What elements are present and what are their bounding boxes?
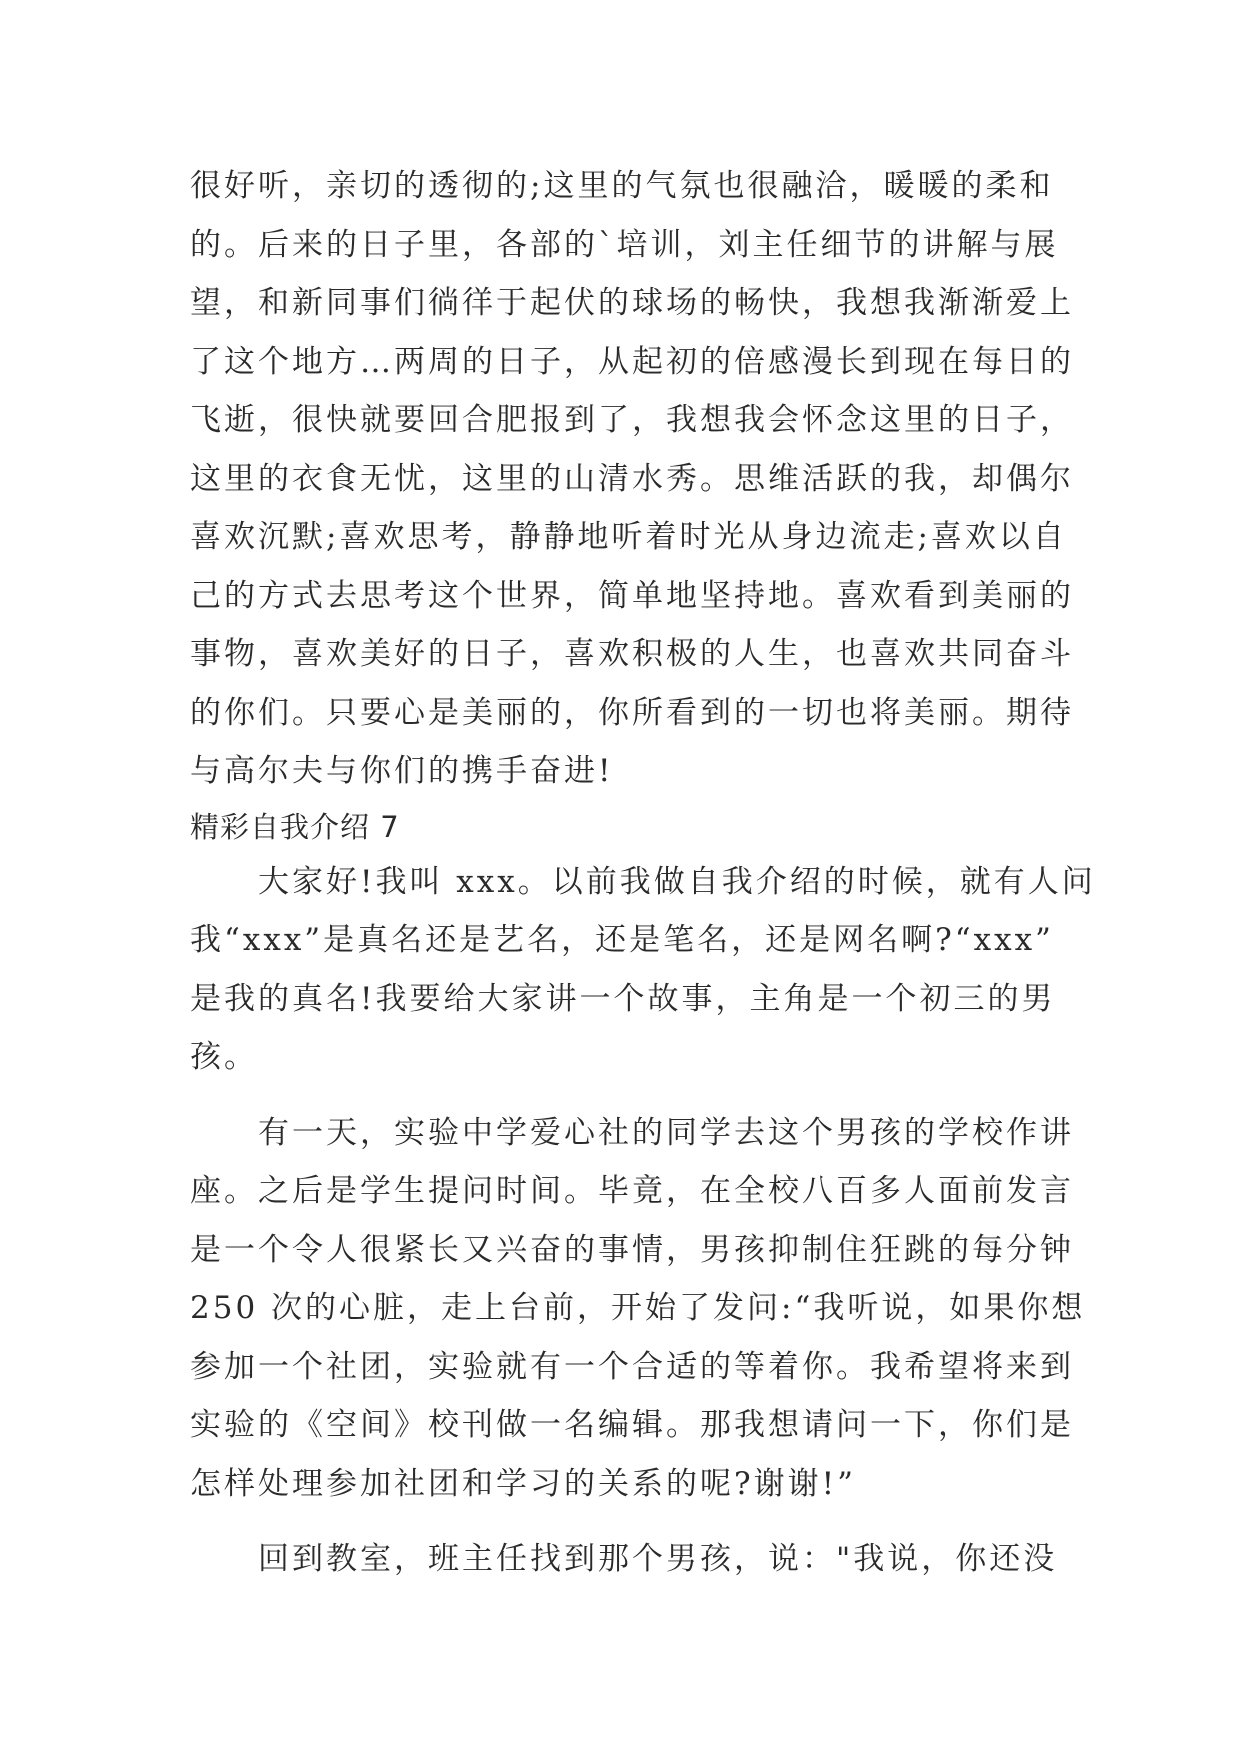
text-line: 参加一个社团，实验就有一个合适的等着你。我希望将来到	[190, 1348, 1074, 1385]
document-body	[190, 157, 1096, 1589]
text-line: 喜欢沉默;喜欢思考，静静地听着时光从身边流走;喜欢以自	[190, 519, 1067, 555]
paragraph-2	[190, 1104, 1086, 1514]
text-line: 大家好!我叫 xxx。以前我做自我介绍的时候，就有人问	[258, 863, 1096, 900]
text-line: 我“xxx”是真名还是艺名，还是笔名，还是网名啊?“xxx”	[190, 922, 1054, 958]
paragraph-1	[190, 853, 1096, 1087]
text-line: 与高尔夫与你们的携手奋进!	[190, 753, 614, 789]
text-line: 怎样处理参加社团和学习的关系的呢?谢谢!”	[190, 1465, 856, 1502]
text-line: 飞逝，很快就要回合肥报到了，我想我会怀念这里的日子，	[190, 402, 1074, 438]
text-line: 的。后来的日子里，各部的`培训，刘主任细节的讲解与展	[190, 226, 1059, 263]
text-line: 孩。	[190, 1039, 258, 1075]
text-line: 实验的《空间》校刊做一名编辑。那我想请问一下，你们是	[190, 1407, 1074, 1443]
paragraph-spacer	[190, 1513, 1050, 1530]
text-line: 事物，喜欢美好的日子，喜欢积极的人生，也喜欢共同奋斗	[190, 636, 1074, 672]
text-line: 是我的真名!我要给大家讲一个故事，主角是一个初三的男	[190, 980, 1056, 1017]
text-line: 这里的衣食无忧，这里的山清水秀。思维活跃的我，却偶尔	[190, 460, 1074, 497]
text-line: 座。之后是学生提问时间。毕竟，在全校八百多人面前发言	[190, 1173, 1074, 1209]
text-line: 了这个地方…两周的日子，从起初的倍感漫长到现在每日的	[190, 343, 1074, 380]
text-line: 有一天，实验中学爱心社的同学去这个男孩的学校作讲	[258, 1114, 1074, 1151]
text-line: 很好听，亲切的透彻的;这里的气氛也很融洽，暖暖的柔和	[190, 168, 1054, 204]
paragraph-3	[190, 1530, 1058, 1589]
text-line: 望，和新同事们徜徉于起伏的球场的畅快，我想我渐渐爱上	[190, 285, 1074, 321]
text-line: 的你们。只要心是美丽的，你所看到的一切也将美丽。期待	[190, 694, 1074, 731]
text-line: 己的方式去思考这个世界，简单地坚持地。喜欢看到美丽的	[190, 577, 1074, 614]
text-line: 是一个令人很紧长又兴奋的事情，男孩抑制住狂跳的每分钟	[190, 1231, 1074, 1268]
text-line: 250 次的心脏，走上台前，开始了发问:“我听说，如果你想	[190, 1290, 1086, 1326]
paragraph-spacer	[190, 1087, 1050, 1104]
intro-paragraph	[190, 157, 1074, 801]
text-line: 回到教室，班主任找到那个男孩，说："我说，你还没	[258, 1541, 1058, 1577]
section-heading: 精彩自我介绍 7	[190, 809, 400, 844]
